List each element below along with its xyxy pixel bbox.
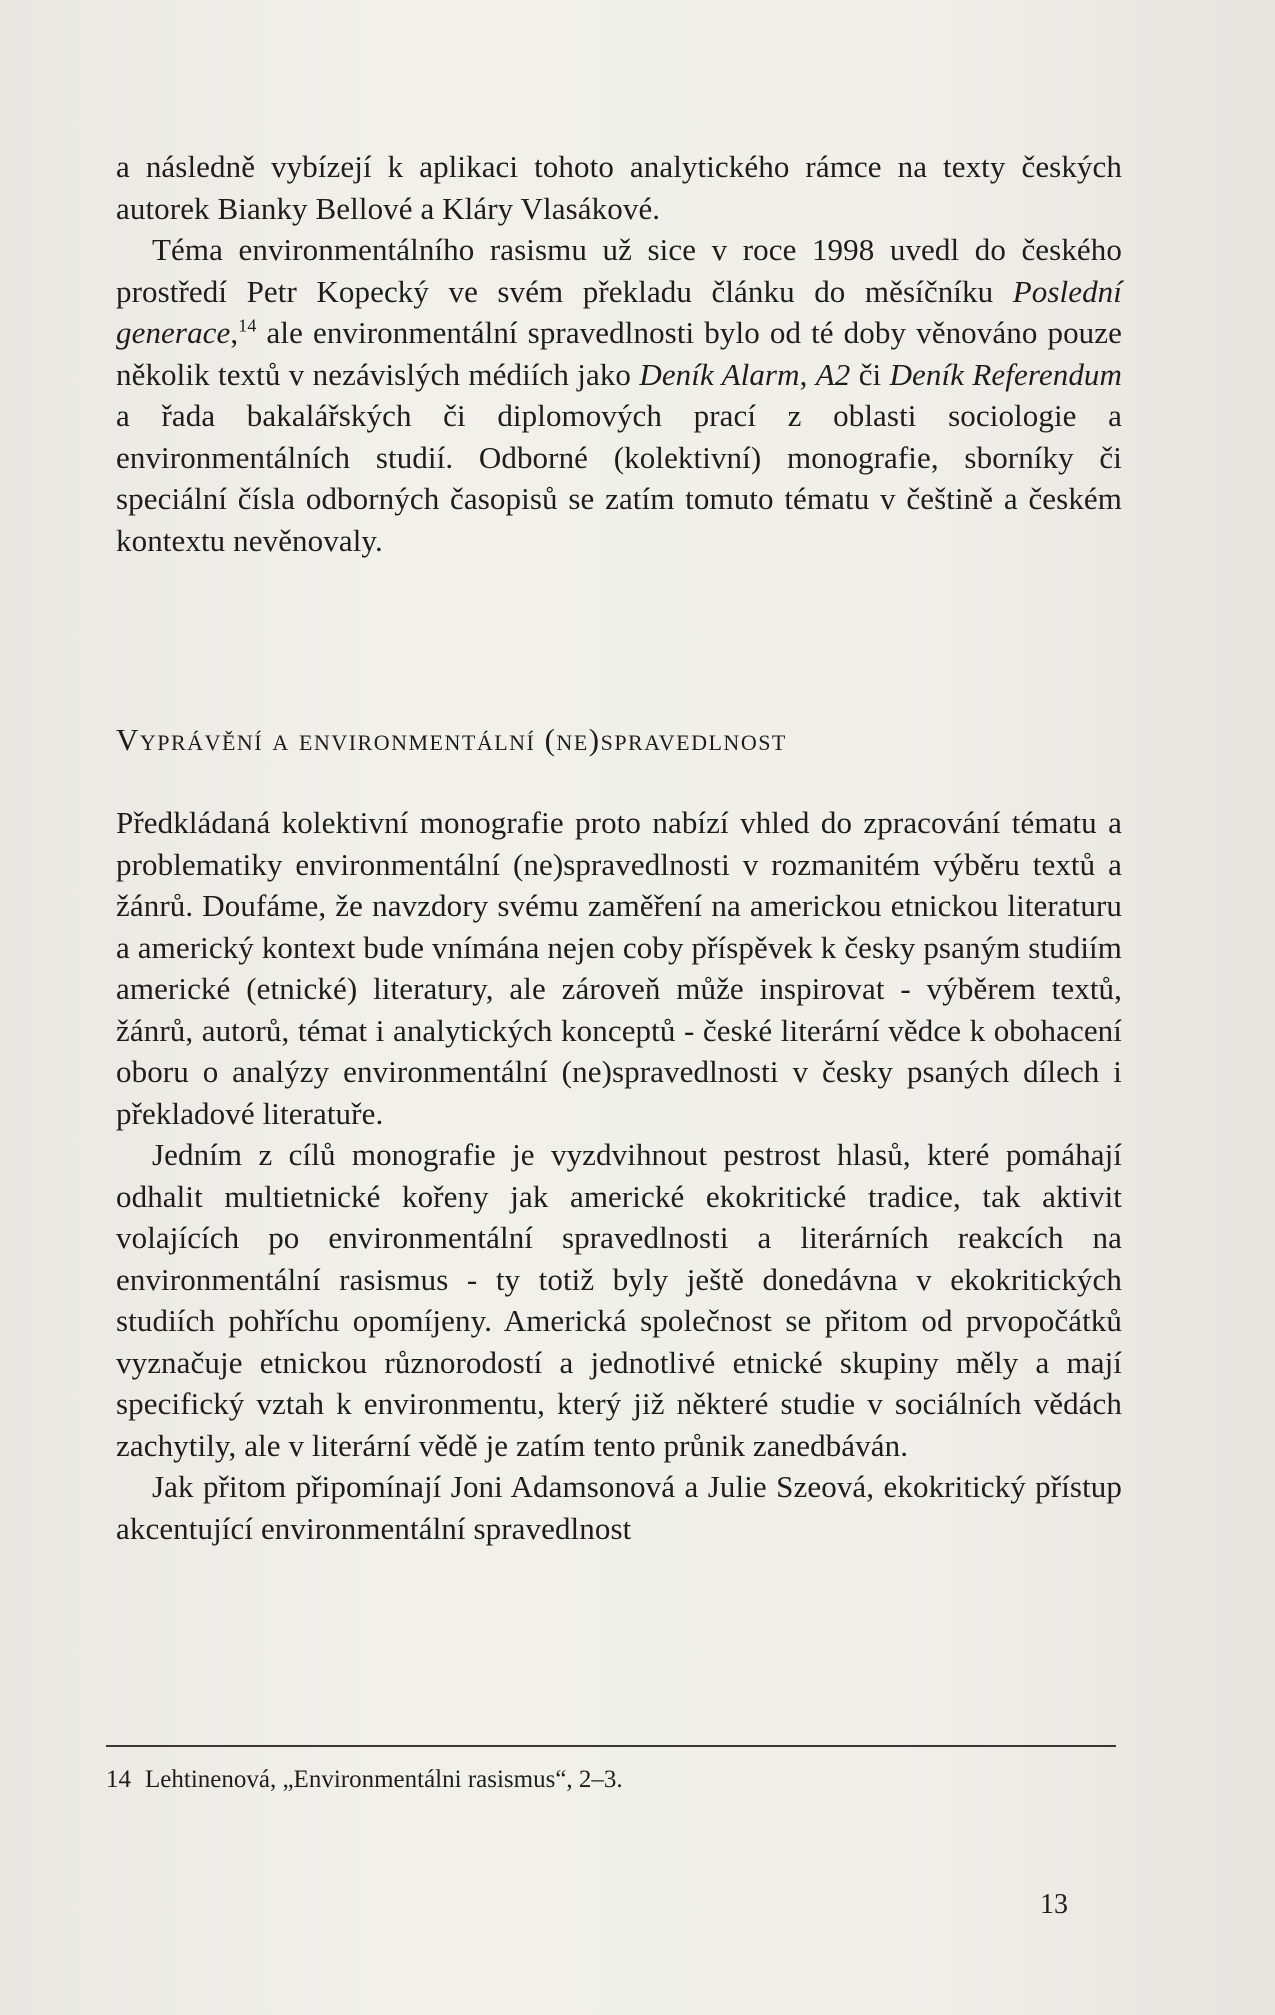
page-number: 13 <box>1040 1889 1068 1920</box>
separator: , <box>799 356 816 392</box>
footnote-number: 14 <box>106 1766 131 1793</box>
paragraph-text: a řada bakalářských či diplomových prací z oblasti sociologie a environmentálních studií. Odborné (kolektivní) monografie, sborníky či speciální čísla odborných časopisů se zatím tomuto tématu v češtině a českém kontextu nevěnovaly. <box>116 398 1122 558</box>
paragraph-text: ale environmentální spravedlnosti bylo od té doby věnováno pouze několik textů v nezávislých médiích jako <box>116 315 1122 392</box>
paragraph-goals: Jedním z cílů monografie je vyzdvihnout pestrost hlasů, které pomáhají odhalit multietnické kořeny jak americké ekokritické tradice, tak aktivit volajících po environmentální spravedlnosti a literárních reakcích na environmentální rasismus - ty totiž byly ještě donedávna v ekokritických studiích pohříchu opomíjeny. Americká společnost se přitom od prvopočátků vyznačuje etnickou různorodostí a jednotlivé etnické skupiny měly a mají specifický vztah k environmentu, který již některé studie v sociálních vědách zachytily, ale v literární vědě je zatím tento průnik zanedbáván. <box>116 1137 1122 1463</box>
paragraph-continuation: a následně vybízejí k aplikaci tohoto analytického rámce na texty českých autorek Bianky Bellové a Kláry Vlasákové. <box>116 149 1122 226</box>
paragraph-adamson: Jak přitom připomínají Joni Adamsonová a Julie Szeová, ekokritický přístup akcentující environmentální spravedlnost <box>116 1469 1122 1546</box>
paragraph-monograph: Předkládaná kolektivní monografie proto nabízí vhled do zpracování tématu a problematiky environmentální (ne)spravedlnosti v rozmanitém výběru textů a žánrů. Doufáme, že navzdory svému zaměření na americkou etnickou literaturu a americký kontext bude vnímána nejen coby příspěvek k česky psaným studiím americké (etnické) literatury, ale zároveň může inspirovat - výběrem textů, žánrů, autorů, témat i analytických konceptů - české literární vědce k obohacení oboru o analýzy environmentální (ne)spravedlnosti v česky psaných dílech i překladové literatuře. <box>116 805 1122 1131</box>
intro-text <box>116 146 1122 561</box>
italic-title-denik-referendum: Deník Referendum <box>889 356 1123 392</box>
footnote-reference: 14 <box>238 315 257 336</box>
italic-title-posledni-generace: Poslední generace <box>116 273 1122 350</box>
section-text <box>116 802 1122 1549</box>
footnote-text: Lehtinenová, „Environmentálni rasismus“, 2–3. <box>145 1766 623 1793</box>
footnote-divider <box>106 1745 1116 1747</box>
footnote <box>106 1764 623 1796</box>
italic-title-denik-alarm: Deník Alarm <box>639 356 800 392</box>
paragraph-environmental-racism <box>116 229 1122 561</box>
comma: , <box>230 315 239 350</box>
paragraph-text: Téma environmentálního rasismu už sice v roce 1998 uvedl do českého prostředí Petr Kopecký ve svém překladu článku do měsíčníku <box>116 232 1122 309</box>
section-heading: Vyprávění a environmentální (ne)spravedlnost <box>116 722 787 757</box>
italic-title-a2: A2 <box>815 356 851 392</box>
separator: či <box>850 356 890 392</box>
